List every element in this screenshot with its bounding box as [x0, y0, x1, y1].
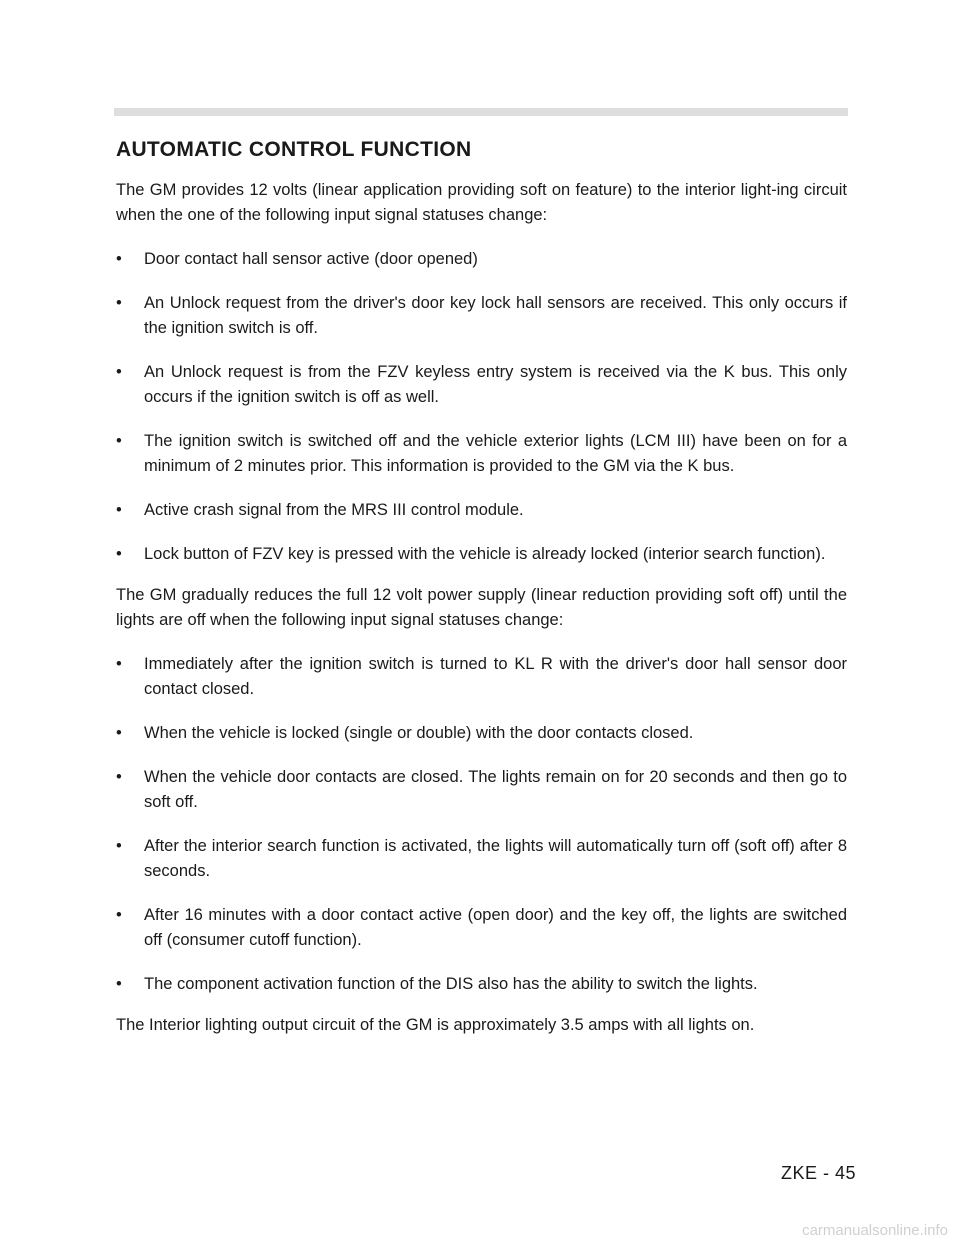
soft-off-conditions-list — [116, 652, 847, 997]
list-item: • When the vehicle is locked (single or double) with the door contacts closed. — [116, 721, 847, 746]
list-item: • The ignition switch is switched off and the vehicle exterior lights (LCM III) have been on for a minimum of 2 minutes prior. This information is provided to the GM via the K bus. — [116, 429, 847, 479]
list-item: • After 16 minutes with a door contact active (open door) and the key off, the lights are switched off (consumer cutoff function). — [116, 903, 847, 953]
list-item: • When the vehicle door contacts are closed. The lights remain on for 20 seconds and then go to soft off. — [116, 765, 847, 815]
list-item: • Lock button of FZV key is pressed with the vehicle is already locked (interior search function). — [116, 542, 847, 567]
section-title: AUTOMATIC CONTROL FUNCTION — [116, 138, 472, 161]
watermark-text: carmanualsonline.info — [802, 1222, 948, 1239]
list-item: • An Unlock request is from the FZV keyless entry system is received via the K bus. This only occurs if the ignition switch is off as well. — [116, 360, 847, 410]
soft-on-conditions-list — [116, 247, 847, 567]
page-number: ZKE - 45 — [780, 1163, 856, 1183]
page-content — [116, 138, 847, 1038]
header-rule — [114, 108, 848, 116]
list-item: • After the interior search function is activated, the lights will automatically turn off (soft off) after 8 seconds. — [116, 834, 847, 884]
list-item: • Immediately after the ignition switch is turned to KL R with the driver's door hall sensor door contact closed. — [116, 652, 847, 702]
list-item: • Active crash signal from the MRS III control module. — [116, 498, 847, 523]
intro-paragraph: The GM provides 12 volts (linear application providing soft on feature) to the interior light-ing circuit when the one of the following input signal statuses change: — [116, 181, 847, 224]
closing-paragraph: The Interior lighting output circuit of the GM is approximately 3.5 amps with all lights on. — [116, 1016, 755, 1034]
reduction-paragraph: The GM gradually reduces the full 12 volt power supply (linear reduction providing soft off) until the lights are off when the following input signal statuses change: — [116, 586, 847, 629]
list-item: • Door contact hall sensor active (door opened) — [116, 247, 847, 272]
list-item: • The component activation function of the DIS also has the ability to switch the lights. — [116, 972, 847, 997]
list-item: • An Unlock request from the driver's door key lock hall sensors are received. This only occurs if the ignition switch is off. — [116, 291, 847, 341]
